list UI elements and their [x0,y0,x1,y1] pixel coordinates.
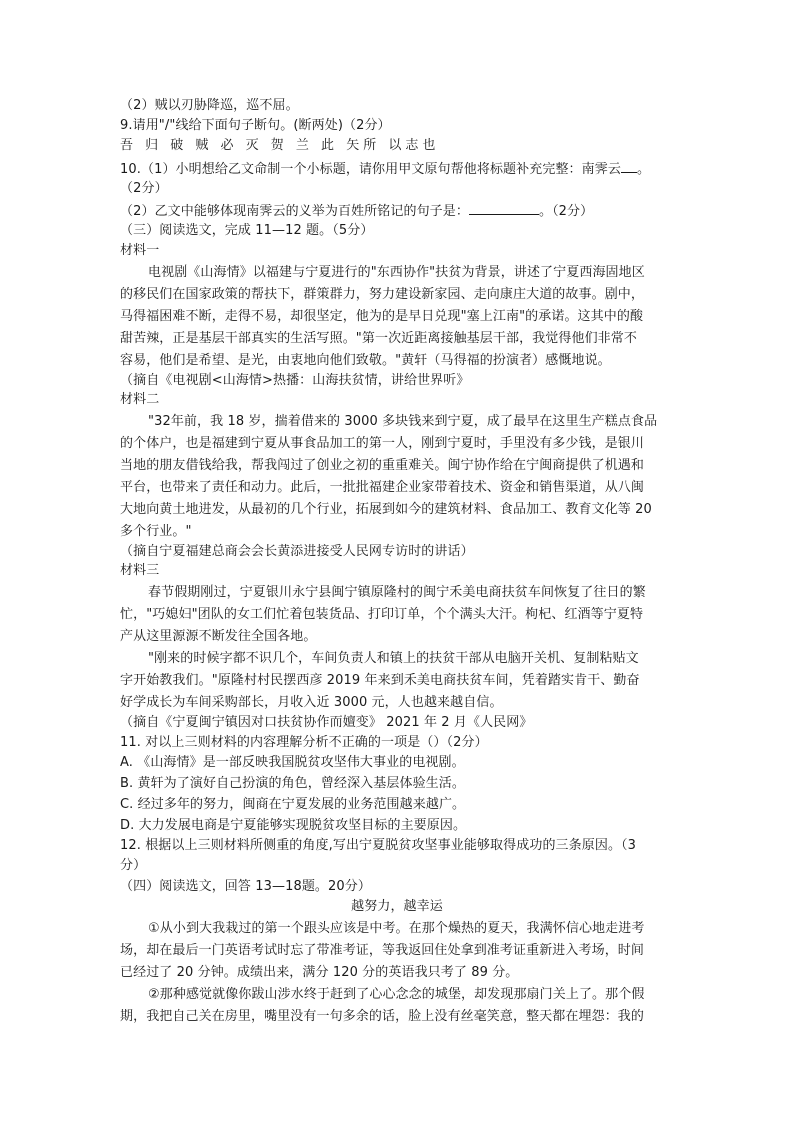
material1-line: 的移民们在国家政策的帮扶下，群策群力，努力建设新家园、走向康庄大道的故事。剧中， [120,287,645,302]
q10-sub1-end: 。 [636,162,651,177]
q10-sub2-end: 。（2分） [538,204,594,219]
q12-line2: 分） [120,858,147,873]
q12-line1: 12. 根据以上三则材料所侧重的角度,写出宁夏脱贫攻坚事业能够取得成功的三条原因。（3 [120,838,637,853]
q8-sub2: （2）贼以刃胁降巡，巡不屈。 [120,98,299,113]
material2-line: 大地向黄土地进发，从最初的几个行业，拓展到如今的建筑材料、食品加工、教育文化等 20 [120,502,652,517]
q11-option-d: D. 大力发展电商是宁夏能够实现脱贫攻坚目标的主要原因。 [120,818,467,833]
answer-blank-long[interactable] [469,202,539,215]
passage-line: 已经过了 20 分钟。成绩出来，满分 120 分的英语我只考了 89 分。 [120,965,519,980]
material1-line: 甜苦辣，正是基层干部真实的生活写照。"第一次近距离接触基层干部，我觉得他们非常不 [120,331,637,346]
q10-sub1-score: （2分） [120,181,168,196]
q9-prompt: 9.请用"/"线给下面句子断句。(断两处)（2分） [120,118,391,133]
material2-label: 材料二 [120,392,160,407]
passage-line: ②那种感觉就像你跋山涉水终于赶到了心心念念的城堡，却发现那扇门关上了。那个假 [148,987,645,1002]
material1-source: （摘自《电视剧<山海情>热播：山海扶贫情，讲给世界听》 [120,373,470,388]
material3-line: 产从这里源源不断发往全国各地。 [120,629,317,644]
passage-line: 场，却在最后一门英语考试时忘了带准考证，等我返回住处拿到准考证重新进入考场，时间 [120,943,645,958]
material3-source: （摘自《宁夏闽宁镇因对口扶贫协作而嬗变》 2021 年 2 月《人民网》 [120,715,533,730]
q11-stem: 11. 对以上三则材料的内容理解分析不正确的一项是（）（2分） [120,735,488,750]
q11-option-c: C. 经过多年的努力，闽商在宁夏发展的业务范围越来越广。 [120,797,466,812]
q10-sub1-text: 10.（1）小明想给乙文命制一个小标题，请你用甲文原句帮他将标题补充完整：南霁云 [120,162,621,177]
material2-line: "32年前，我 18 岁，揣着借来的 3000 多块钱来到宁夏，成了最早在这里生产糕点食品 [148,414,658,429]
material3-line: 忙，"巧媳妇"团队的女工们忙着包装货品、打印订单，个个满头大汗。枸杞、红酒等宁夏特 [120,607,644,622]
material2-line: 的个体户，也是福建到宁夏从事食品加工的第一人，刚到宁夏时，手里没有多少钱，是银川 [120,436,645,451]
material2-source: （摘自宁夏福建总商会会长黄添进接受人民网专访时的讲话） [120,544,474,559]
section3-header: （三）阅读选文，完成 11—12 题。（5分） [120,223,374,238]
q10-sub2-text: （2）乙文中能够体现南霁云的义举为百姓所铭记的句子是： [120,204,469,219]
passage-title: 越努力，越幸运 [351,899,443,914]
material2-line: 平台，也带来了责任和动力。此后，一批批福建企业家带着技术、资金和销售渠道，从八闽 [120,480,645,495]
material1-line: 容易，他们是希望、是光，由衷地向他们致敬。"黄轩（马得福的扮演者）感慨地说。 [120,353,611,368]
q10-sub2 [120,202,680,220]
material1-line: 马得福困难不断，走得不易，却很坚定，他为的是早日兑现"塞上江南"的承诺。这其中的酸 [120,309,644,324]
q11-option-b: B. 黄轩为了演好自己扮演的角色，曾经深入基层体验生活。 [120,776,465,791]
material3-line: 字开始教我们。"原隆村村民摆西彦 2019 年来到禾美电商扶贫车间，凭着踏实肯干、勤奋 [120,673,640,688]
material3-line: 春节假期刚过，宁夏银川永宁县闽宁镇原隆村的闽宁禾美电商扶贫车间恢复了往日的繁 [148,585,646,600]
material3-line: 好学成长为车间采购部长，月收入近 3000 元，人也越来越自信。 [120,695,503,710]
answer-blank[interactable] [621,160,637,173]
q10-sub1 [120,160,680,178]
material3-label: 材料三 [120,563,160,578]
passage-line: ①从小到大我栽过的第一个跟头应该是中考。在那个燥热的夏天，我满怀信心地走进考 [148,921,645,936]
q9-sentence: 吾 归 破 贼 必 灭 贺 兰 此 矢所 以志也 [120,138,440,153]
material1-line: 电视剧《山海情》以福建与宁夏进行的"东西协作"扶贫为背景，讲述了宁夏西海固地区 [148,265,645,280]
q11-option-a: A. 《山海情》是一部反映我国脱贫攻坚伟大事业的电视剧。 [120,755,465,770]
material3-line: "刚来的时候字都不识几个，车间负责人和镇上的扶贫干部从电脑开关机、复制粘贴文 [148,651,639,666]
section4-header: （四）阅读选文，回答 13—18题。20分） [120,879,371,894]
material1-label: 材料一 [120,243,160,258]
material2-line: 当地的朋友借钱给我，帮我闯过了创业之初的重重难关。闽宁协作给在宁闽商提供了机遇和 [120,458,645,473]
passage-line: 期，我把自己关在房里，嘴里没有一句多余的话，脸上没有丝毫笑意，整天都在埋怨：我的 [120,1009,645,1024]
material2-line: 多个行业。" [120,524,192,539]
